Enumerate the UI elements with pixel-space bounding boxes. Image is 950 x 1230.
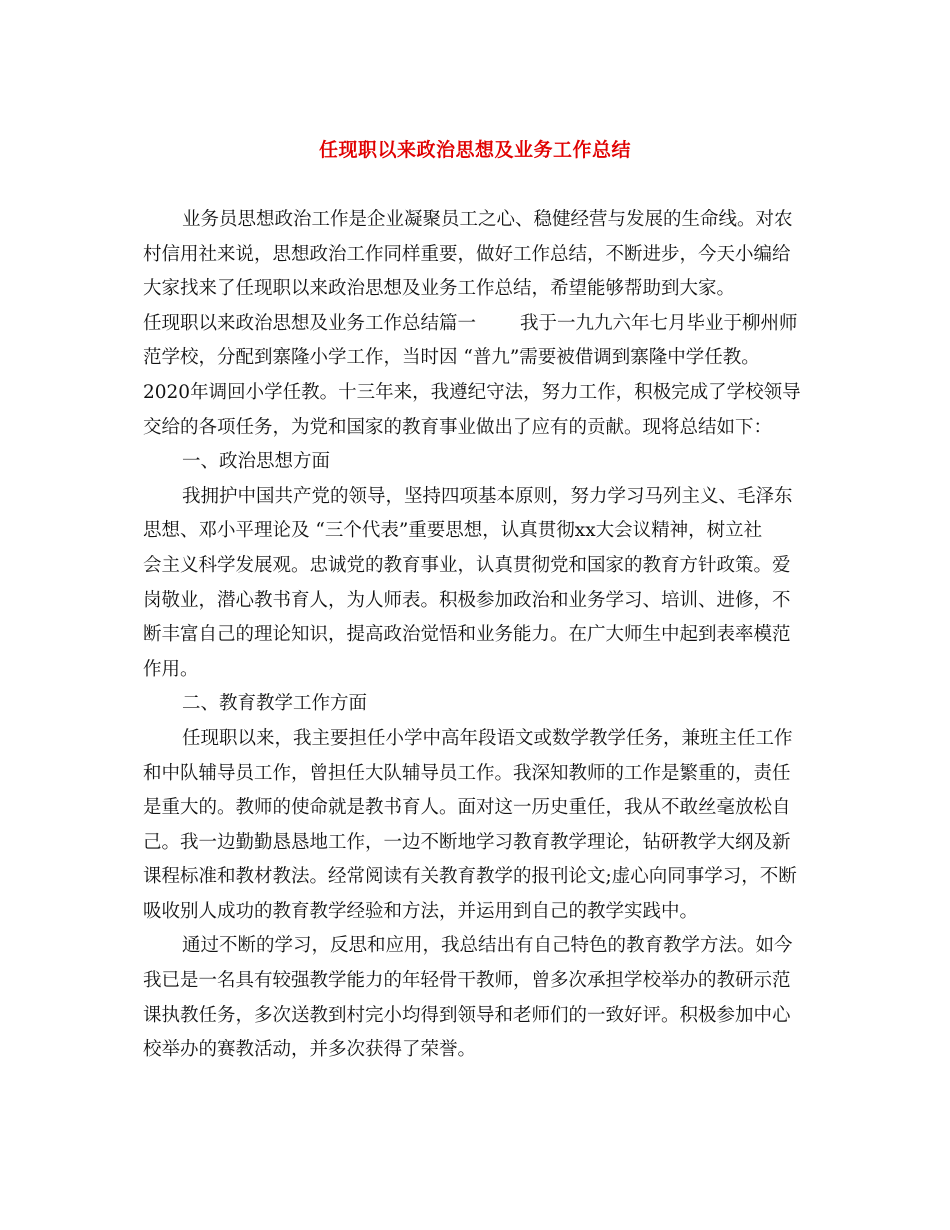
section-heading-politics: 一、政治思想方面 [182,451,331,473]
paragraph-line: 业务员思想政治工作是企业凝聚员工之心、稳健经营与发展的生命线。对农 [182,209,793,230]
paragraph-line: 是重大的。教师的使命就是教书育人。面对这一历史重任，我从不敢丝毫放松自 [143,797,791,819]
section-heading-part-one: 任现职以来政治思想及业务工作总结篇一 [143,312,477,334]
paragraph-text: 我于一九九六年七月毕业于柳州师 [520,312,798,334]
document-body [143,203,808,1068]
paragraph-line: 岗敬业，潜心教书育人，为人师表。积极参加政治和业务学习、培训、进修，不 [143,589,791,611]
paragraph-line: 吸收别人成功的教育教学经验和方法，并运用到自己的教学实践中。 [143,900,699,922]
paragraph-line: 课程标准和教材教法。经常阅读有关教育教学的报刊论文;虚心向同事学习，不断 [143,866,797,888]
paragraph-line: 范学校，分配到寨隆小学工作，当时因 “普九”需要被借调到寨隆中学任教。 [143,347,760,369]
paragraph-line: 我已是一名具有较强教学能力的年轻骨干教师，曾多次承担学校举办的教研示范 [143,970,791,992]
paragraph-line: 校举办的赛教活动，并多次获得了荣誉。 [143,1039,477,1061]
paragraph-line: 通过不断的学习，反思和应用，我总结出有自己特色的教育教学方法。如今 [182,935,793,957]
paragraph-line: 断丰富自己的理论知识，提高政治觉悟和业务能力。在广大师生中起到表率模范 [143,624,791,646]
paragraph-line: 2020年调回小学任教。十三年来，我遵纪守法，努力工作，积极完成了学校领导 [143,381,801,403]
paragraph-line: 交给的各项任务，为党和国家的教育事业做出了应有的贡献。现将总结如下： [143,416,773,438]
paragraph-line: 村信用社来说，思想政治工作同样重要，做好工作总结，不断进步，今天小编给 [143,243,791,265]
paragraph-line: 大家找来了任现职以来政治思想及业务工作总结，希望能够帮助到大家。 [143,278,736,300]
paragraph-line: 课执教任务，多次送教到村完小均得到领导和老师们的一致好评。积极参加中心 [143,1004,791,1026]
paragraph-line-with-heading [143,307,808,342]
paragraph-line: 会主义科学发展观。忠诚党的教育事业，认真贯彻党和国家的教育方针政策。爱 [143,554,791,576]
paragraph-line: 我拥护中国共产党的领导，坚持四项基本原则，努力学习马列主义、毛泽东 [182,485,793,507]
document-title: 任现职以来政治思想及业务工作总结 [318,139,631,161]
paragraph-line: 和中队辅导员工作，曾担任大队辅导员工作。我深知教师的工作是繁重的，责任 [143,762,791,784]
paragraph-line: 己。我一边勤勤恳恳地工作，一边不断地学习教育教学理论，钻研教学大纲及新 [143,831,791,853]
paragraph-line: 思想、邓小平理论及 “三个代表”重要思想，认真贯彻xx大会议精神，树立社 [143,520,763,542]
section-heading-teaching: 二、教育教学工作方面 [182,693,368,715]
paragraph-line: 任现职以来，我主要担任小学中高年段语文或数学教学任务，兼班主任工作 [182,727,793,749]
paragraph-line: 作用。 [143,658,199,680]
